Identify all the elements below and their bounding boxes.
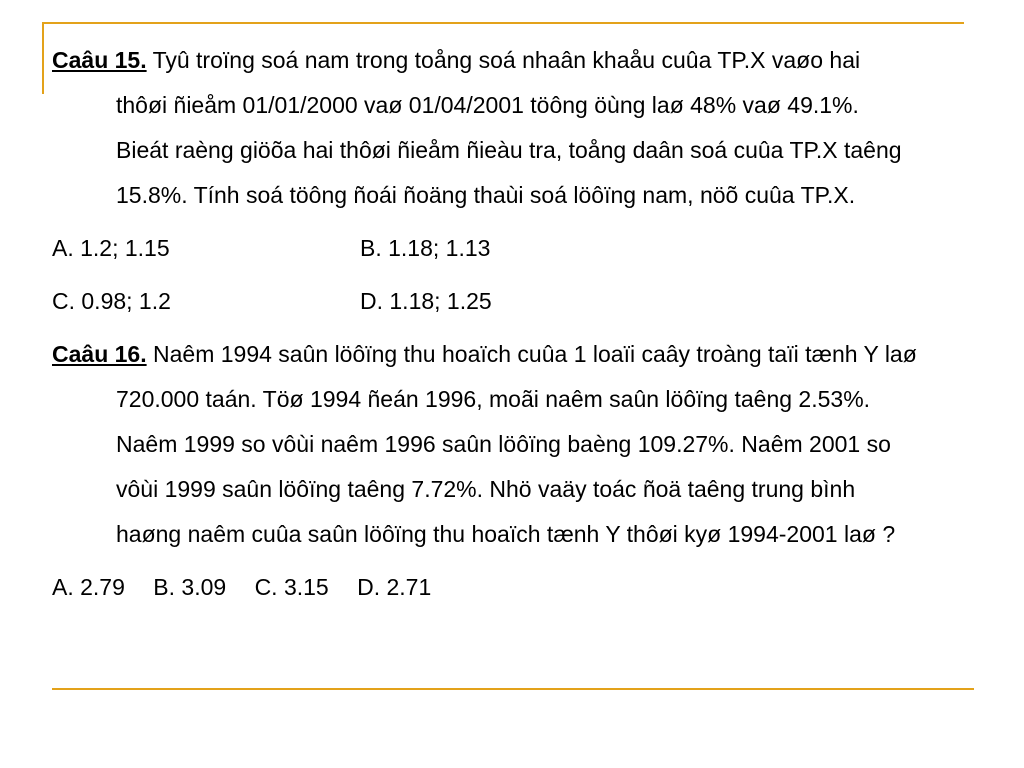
answer-15-d: D. 1.18; 1.25 [360,288,492,314]
question-15-label: Caâu 15. [52,47,147,73]
answer-15-a: A. 1.2; 1.15 [52,235,170,261]
question-16-line: 720.000 taán. Töø 1994 ñeán 1996, moãi naêm saûn löôïng taêng 2.53%. [116,386,871,412]
question-15-line: thôøi ñieåm 01/01/2000 vaø 01/04/2001 töông öùng laø 48% vaø 49.1%. [116,92,859,118]
answer-16-a: A. 2.79 [52,574,125,600]
question-16 [52,332,1002,557]
question-16-first-line [52,332,1002,377]
answer-16-d: D. 2.71 [357,574,432,600]
question-16-line: haøng naêm cuûa saûn löôïng thu hoaïch tænh Y thôøi kyø 1994-2001 laø ? [116,521,896,547]
answer-16-c: C. 3.15 [254,574,329,600]
question-16-line: Naêm 1999 so vôùi naêm 1996 saûn löôïng baèng 109.27%. Naêm 2001 so [116,431,891,457]
question-15-first-line [52,38,1002,83]
question-16-answers-row [52,565,1002,610]
top-decorative-rule [42,22,964,24]
question-15-answers-row-1 [52,226,1002,271]
answer-15-b: B. 1.18; 1.13 [360,235,491,261]
question-15-line: 15.8%. Tính soá töông ñoái ñoäng thaùi soá löôïng nam, nöõ cuûa TP.X. [116,182,856,208]
answer-16-b: B. 3.09 [153,574,227,600]
bottom-decorative-rule [52,688,974,690]
slide-content [52,38,1002,610]
left-decorative-rule [42,22,44,94]
question-15-line: Bieát raèng giöõa hai thôøi ñieåm ñieàu tra, toång daân soá cuûa TP.X taêng [116,137,902,163]
question-15 [52,38,1002,218]
question-15-text-start: Tyû troïng soá nam trong toång soá nhaân khaåu cuûa TP.X vaøo hai [146,47,861,73]
answer-15-c: C. 0.98; 1.2 [52,288,171,314]
question-15-answers-row-2 [52,279,1002,324]
question-16-line: vôùi 1999 saûn löôïng taêng 7.72%. Nhö vaäy toác ñoä taêng trung bình [116,476,856,502]
question-16-label: Caâu 16. [52,341,147,367]
question-16-text-start: Naêm 1994 saûn löôïng thu hoaïch cuûa 1 loaïi caây troàng taïi tænh Y laø [146,341,917,367]
